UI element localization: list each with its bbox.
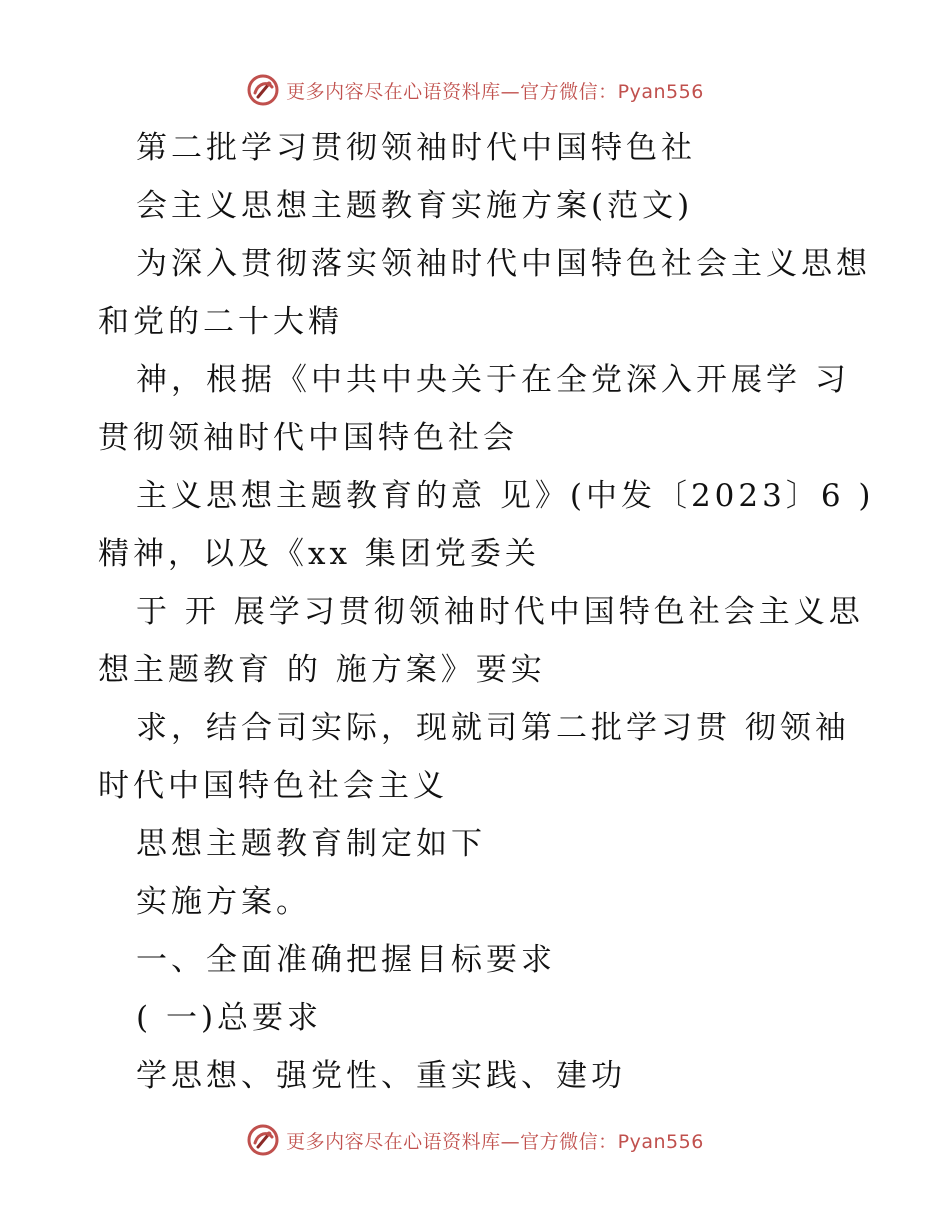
text-line: 和党的二十大精 xyxy=(98,304,343,340)
red-swirl-logo-icon xyxy=(246,73,280,107)
text-line: 贯彻领袖时代中国特色社会 xyxy=(98,420,518,456)
text-line: 主义思想主题教育的意 见》(中发〔2023〕6 ) xyxy=(136,478,875,514)
text-line: 于 开 展学习贯彻领袖时代中国特色社会主义思 xyxy=(136,594,864,630)
watermark-main-text: 更多内容尽在心语资料库 xyxy=(286,1130,501,1153)
watermark-wechat-text: 官方微信：Pyan556 xyxy=(520,1130,704,1153)
section-heading: 一、全面准确把握目标要求 xyxy=(136,942,556,978)
watermark-text xyxy=(286,1127,704,1154)
text-line: 求，结合司实际，现就司第二批学习贯 彻领袖 xyxy=(136,710,850,746)
subsection-heading: ( 一)总要求 xyxy=(136,1000,323,1036)
text-line: 神，根据《中共中央关于在全党深入开展学 习 xyxy=(136,362,850,398)
text-line: 时代中国特色社会主义 xyxy=(98,768,448,804)
text-line: 精神，以及《xx 集团党委关 xyxy=(98,536,540,572)
text-line: 会主义思想主题教育实施方案(范文) xyxy=(136,188,694,224)
red-swirl-logo-icon xyxy=(246,1123,280,1157)
text-line: 为深入贯彻落实领袖时代中国特色社会主义思想 xyxy=(136,246,871,282)
watermark-separator: — xyxy=(500,1130,521,1153)
watermark-separator: — xyxy=(500,80,521,103)
text-line: 思想主题教育制定如下 xyxy=(136,826,486,862)
text-line: 想主题教育 的 施方案》要实 xyxy=(98,652,546,688)
header-watermark xyxy=(0,70,950,110)
watermark-main-text: 更多内容尽在心语资料库 xyxy=(286,80,501,103)
watermark-text xyxy=(286,77,704,104)
footer-watermark xyxy=(0,1120,950,1160)
text-line: 实施方案。 xyxy=(136,884,311,920)
text-line: 第二批学习贯彻领袖时代中国特色社 xyxy=(136,130,696,166)
text-line: 学思想、强党性、重实践、建功 xyxy=(136,1058,626,1094)
watermark-wechat-text: 官方微信：Pyan556 xyxy=(520,80,704,103)
